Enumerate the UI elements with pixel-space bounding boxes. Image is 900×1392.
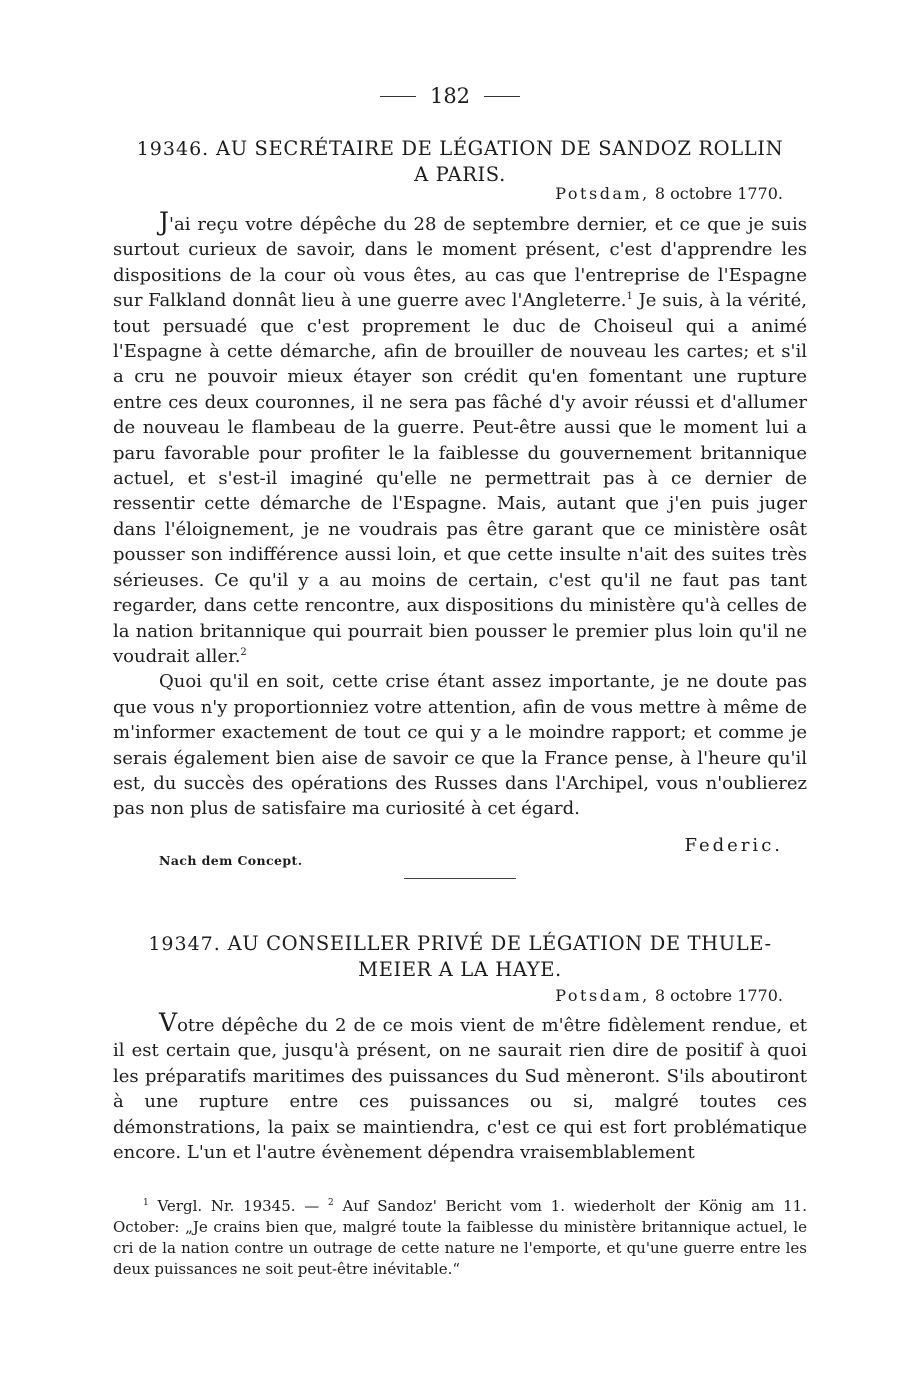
paragraph-text: otre dépêche du 2 de ce mois vient de m'être fidèlement rendue, et il est certain que, jusqu'à présent, on ne saurait rien dire de positif à quoi les préparatifs maritimes des puissances du Sud mèneront. S'ils aboutiront à une rupture entre ces puissances ou si, malgré toutes ces démonstrations, la paix se maintiendra, c'est ce qui est fort problématique encore. L'un et l'autre évènement dépendra vraisemblablement bbox=[113, 1015, 807, 1164]
paragraph bbox=[113, 207, 807, 669]
letter-body bbox=[113, 1008, 807, 1165]
footnote-marker: 1 bbox=[143, 1198, 149, 1208]
footnote-text: Auf Sandoz' Bericht vom 1. wiederholt der König am 11. October: „Je crains bien que, malgré toute la faiblesse du ministère britannique actuel, le cri de la nation contre un outrage de cette nature ne l'emporte, et qu'une guerre entre les deux puissances ne soit peut-être inévitable.“ bbox=[113, 1197, 807, 1278]
source-note: Nach dem Concept. bbox=[159, 853, 303, 868]
section-divider bbox=[404, 878, 516, 879]
dateline-place: Potsdam, bbox=[555, 986, 650, 1005]
dateline-date: 8 octobre 1770. bbox=[654, 986, 783, 1005]
paragraph-text: Je suis, à la vérité, tout persuadé que c'est proprement le duc de Choiseul qui a animé l'Espagne à cette démarche, afin de brouiller de nouveau les cartes; et s'il a cru ne pouvoir mieux étayer son crédit qu'en fomentant une rupture entre ces deux couronnes, il ne sera pas fâché d'y avoir réussi et d'allumer de nouveau le flambeau de la guerre. Peut-être aussi que le moment lui a paru favorable pour profiter le la faiblesse du gouvernement britannique actuel, et s'est-il imaginé qu'elle ne permettrait pas à ce dernier de ressentir cette démarche de l'Espagne. Mais, autant que j'en puis juger dans l'éloignement, je ne voudrais pas être garant que ce ministère osât pousser son indifférence aussi loin, et que cette insulte n'ait des suites très sérieuses. Ce qu'il y a au moins de certain, c'est qu'il ne faut pas tant regarder, dans cette rencontre, aux dispositions du ministère qu'à celles de la nation britannique qui pourrait bien pousser le premier plus loin qu'il ne voudrait aller. bbox=[113, 290, 807, 667]
footnote-text: Vergl. Nr. 19345. — bbox=[148, 1197, 329, 1215]
letter-title-line: A PARIS. bbox=[414, 163, 506, 186]
dateline bbox=[555, 184, 783, 204]
letter-number: 19346. bbox=[136, 138, 210, 160]
paragraph bbox=[113, 1008, 807, 1165]
paragraph-text: 'ai reçu votre dépêche du 28 de septembre dernier, et ce que je suis surtout curieux de savoir, dans le moment présent, c'est d'apprendre les dispositions de la cour où vous êtes, au cas que l'entreprise de l'Espagne sur Falkland donnât lieu à une guerre avec l'Angleterre. bbox=[113, 214, 807, 312]
initial-letter: J bbox=[159, 207, 170, 236]
page-header bbox=[0, 84, 900, 108]
letter-title bbox=[113, 136, 807, 187]
footnote-ref: 1 bbox=[626, 291, 633, 303]
initial-letter: V bbox=[159, 1008, 178, 1037]
paragraph: Quoi qu'il en soit, cette crise étant assez importante, je ne doute pas que vous n'y proportionniez votre attention, afin de vous mettre à même de m'informer exactement de tout ce qui y a le moindre rapport; et comme je serais également bien aise de savoir ce que la France pense, à l'heure qu'il est, du succès des opérations des Russes dans l'Archipel, vous n'oublierez pas non plus de satisfaire ma curiosité à cet égard. bbox=[113, 671, 807, 820]
page-number: 182 bbox=[429, 84, 471, 108]
letter-title-line bbox=[113, 136, 807, 162]
header-rule-left bbox=[380, 96, 416, 97]
dateline-date: 8 octobre 1770. bbox=[654, 184, 783, 203]
letter-title-text: AU SECRÉTAIRE DE LÉGATION DE SANDOZ ROLLIN bbox=[216, 137, 784, 160]
letter-body bbox=[113, 207, 807, 822]
letter-title-text: AU CONSEILLER PRIVÉ DE LÉGATION DE THULE- bbox=[227, 932, 772, 955]
footnote-marker: 2 bbox=[328, 1198, 334, 1208]
footnote bbox=[113, 1193, 807, 1280]
footnote-ref: 2 bbox=[240, 646, 247, 658]
letter-title-line: MEIER A LA HAYE. bbox=[358, 958, 562, 981]
signature: Federic. bbox=[684, 835, 783, 856]
letter-title-line bbox=[113, 931, 807, 957]
footnotes bbox=[113, 1193, 807, 1280]
header-rule-right bbox=[484, 96, 520, 97]
letter-number: 19347. bbox=[148, 933, 221, 955]
letter-title bbox=[113, 931, 807, 982]
dateline-place: Potsdam, bbox=[555, 184, 650, 203]
dateline bbox=[555, 986, 783, 1006]
